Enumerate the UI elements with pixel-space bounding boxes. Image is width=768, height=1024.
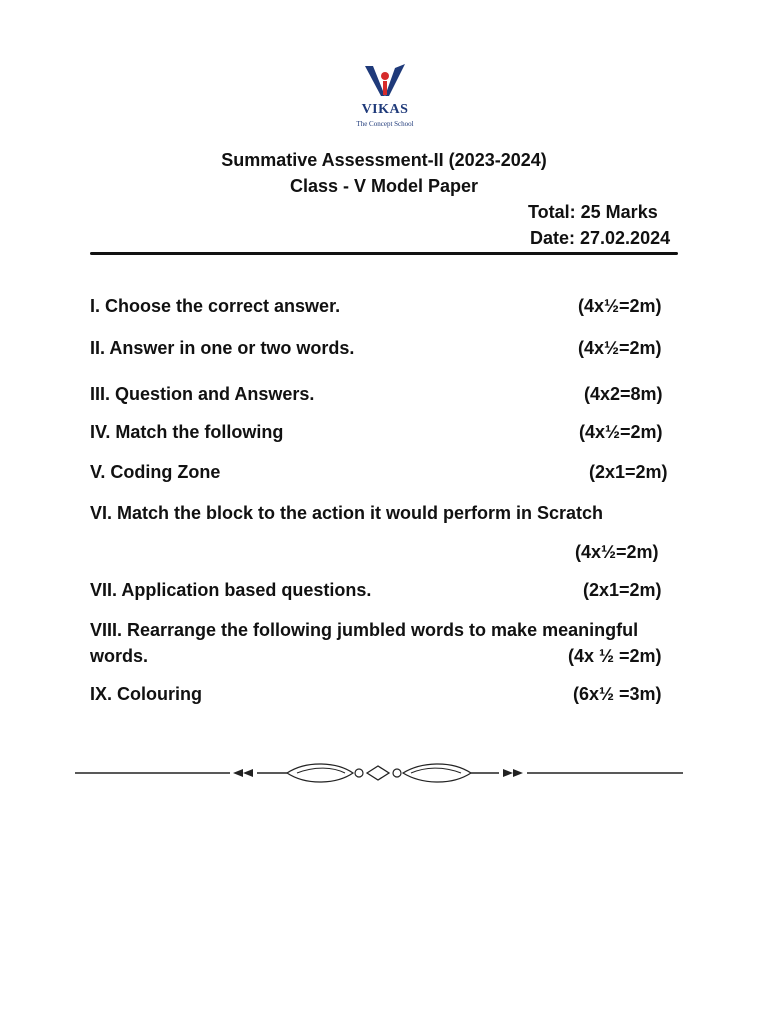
section-7-label: VII. Application based questions. (90, 580, 372, 600)
section-3-label: III. Question and Answers. (90, 384, 315, 404)
logo-name: VIKAS (361, 102, 409, 117)
section-9-label: IX. Colouring (90, 684, 202, 704)
section-3-marks: (4x2=8m) (584, 384, 663, 404)
section-6-label: VI. Match the block to the action it would perform in Scratch (90, 503, 604, 523)
section-5-marks: (2x1=2m) (589, 462, 668, 482)
paper-subtitle: Class - V Model Paper (289, 176, 479, 196)
section-4-label: IV. Match the following (90, 422, 284, 442)
header-rule (90, 252, 678, 255)
exam-date: Date: 27.02.2024 (530, 228, 671, 248)
section-8-label: VIII. Rearrange the following jumbled words to make meaningful (90, 620, 639, 640)
logo-tagline: The Concept School (356, 120, 414, 128)
section-8-marks: (4x ½ =2m) (568, 646, 662, 666)
section-2-label: II. Answer in one or two words. (90, 338, 355, 358)
section-9-marks: (6x½ =3m) (573, 684, 662, 704)
total-marks: Total: 25 Marks (528, 202, 658, 222)
logo-v-emblem-icon (363, 62, 407, 104)
section-5-label: V. Coding Zone (90, 462, 221, 482)
section-6-marks: (4x½=2m) (575, 542, 659, 562)
paper-title: Summative Assessment-II (2023-2024) (221, 150, 547, 170)
section-1-marks: (4x½=2m) (578, 296, 662, 316)
section-4-marks: (4x½=2m) (579, 422, 663, 442)
section-8-label-continued: words. (90, 646, 149, 666)
section-7-marks: (2x1=2m) (583, 580, 662, 600)
school-logo (340, 62, 430, 132)
section-1-label: I. Choose the correct answer. (90, 296, 341, 316)
section-2-marks: (4x½=2m) (578, 338, 662, 358)
ornamental-divider-icon (75, 758, 685, 788)
